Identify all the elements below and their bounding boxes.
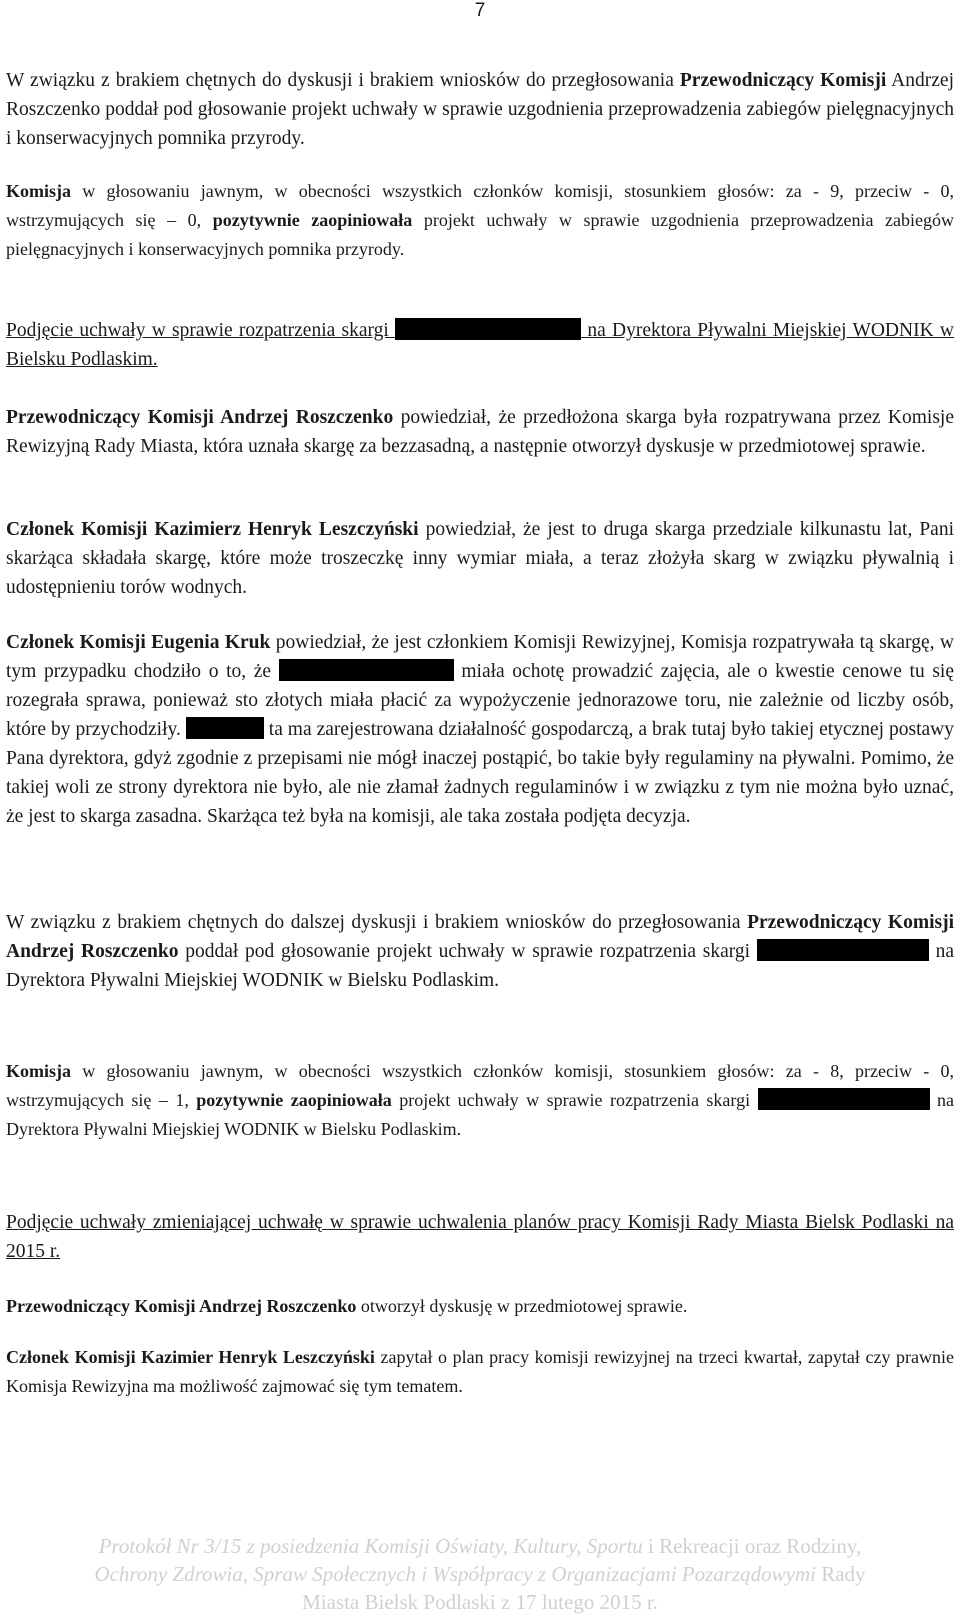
- paragraph-kruk-statement: Członek Komisji Eugenia Kruk powiedział, że jest członkiem Komisji Rewizyjnej, Komisja rozpatrywała tą skargę, w tym przypadku chodziło o to, że miała ochotę prowadzić zajęcia, ale o kwestie cenowe tu się rozegrała sprawa, ponieważ sto złotych miała płacić za wypożyczenie jednorazowe toru, nie zależnie od liczby osób, które by przychodziły. ta ma zarejestrowana działalność gospodarczą, a brak tutaj było takiej etycznej postawy Pana dyrektora, gdyż zgodnie z przepisami nie mógł inaczej postąpić, bo takie były regulaminy na pływalni. Pomimo, że takiej woli ze strony dyrektora nie było, ale nie złamał żadnych regulaminów i w związku z tym nie można było uznać, że jest to skarga zasadna. Skarżąca też była na komisji, ale taka została podjęta decyzja.: [6, 632, 955, 827]
- paragraph-leszczynski-statement: Członek Komisji Kazimierz Henryk Leszczyński powiedział, że jest to druga skarga przedziale kilkunastu lat, Pani skarżąca składała skargę, które może troszeczkę inny wymiar miała, a teraz złożyła skarg w związku pływalnią i udostępnieniu torów wodnych.: [6, 519, 954, 598]
- redaction-box: [279, 659, 454, 681]
- page-number: 7: [474, 0, 486, 21]
- section-heading-work-plans: Podjęcie uchwały zmieniającej uchwałę w sprawie uchwalenia planów pracy Komisji Rady Miasta Bielsk Podlaski na 2015 r.: [6, 1212, 954, 1262]
- paragraph-vote-result-1: Komisja w głosowaniu jawnym, w obecności wszystkich członków komisji, stosunkiem głosów: za - 9, przeciw - 0, wstrzymujących się – 0, pozytywnie zaopiniowała projekt uchwały w sprawie uzgodnienia przeprowadzenia zabiegów pielęgnacyjnych i konserwacyjnych pomnika przyrody.: [6, 181, 955, 259]
- paragraph-vote-intro-2: W związku z brakiem chętnych do dalszej dyskusji i brakiem wniosków do przegłosowania Przewodniczący Komisji Andrzej Roszczenko poddał pod głosowanie projekt uchwały w sprawie rozpatrzenia skargi na Dyrektora Pływalni Miejskiej WODNIK w Bielsku Podlaskim.: [6, 912, 955, 991]
- paragraph-leszczynski-question: Członek Komisji Kazimier Henryk Leszczyński zapytał o plan pracy komisji rewizyjnej na trzeci kwartał, zapytał czy prawnie Komisja Rewizyjna ma możliwość zajmować się tym tematem.: [6, 1347, 954, 1396]
- redaction-box: [186, 717, 264, 739]
- footer-line-1: Protokół Nr 3/15 z posiedzenia Komisji Oświaty, Kultury, Sportu i Rekreacji oraz Rodziny,: [98, 1534, 862, 1558]
- redaction-box: [395, 318, 581, 340]
- redaction-box: [757, 939, 929, 961]
- paragraph-chair-statement: Przewodniczący Komisji Andrzej Roszczenko powiedział, że przedłożona skarga była rozpatrywana przez Komisje Rewizyjną Rady Miasta, która uznała skargę za bezzasadną, a następnie otworzył dyskusje w przedmiotowej sprawie.: [6, 407, 954, 457]
- page-footer: [0, 1532, 960, 1616]
- footer-line-2: Ochrony Zdrowia, Spraw Społecznych i Współpracy z Organizacjami Pozarządowymi Rady: [94, 1562, 866, 1586]
- paragraph-chair-opens-discussion: Przewodniczący Komisji Andrzej Roszczenko otworzył dyskusję w przedmiotowej sprawie.: [6, 1296, 688, 1316]
- footer-line-3: Miasta Bielsk Podlaski z 17 lutego 2015 r.: [302, 1590, 658, 1614]
- redaction-box: [758, 1088, 930, 1110]
- paragraph-vote-intro-1: W związku z brakiem chętnych do dyskusji i brakiem wniosków do przegłosowania Przewodniczący Komisji Andrzej Roszczenko poddał pod głosowanie projekt uchwały w sprawie uzgodnienia przeprowadzenia zabiegów pielęgnacyjnych i konserwacyjnych pomnika przyrody.: [6, 70, 954, 149]
- section-heading-complaint: Podjęcie uchwały w sprawie rozpatrzenia skargi na Dyrektora Pływalni Miejskiej WODNIK w Bielsku Podlaskim.: [6, 320, 954, 370]
- paragraph-vote-result-2: Komisja w głosowaniu jawnym, w obecności wszystkich członków komisji, stosunkiem głosów: za - 8, przeciw - 0, wstrzymujących się – 1, pozytywnie zaopiniowała projekt uchwały w sprawie rozpatrzenia skargi na Dyrektora Pływalni Miejskiej WODNIK w Bielsku Podlaskim.: [6, 1061, 954, 1139]
